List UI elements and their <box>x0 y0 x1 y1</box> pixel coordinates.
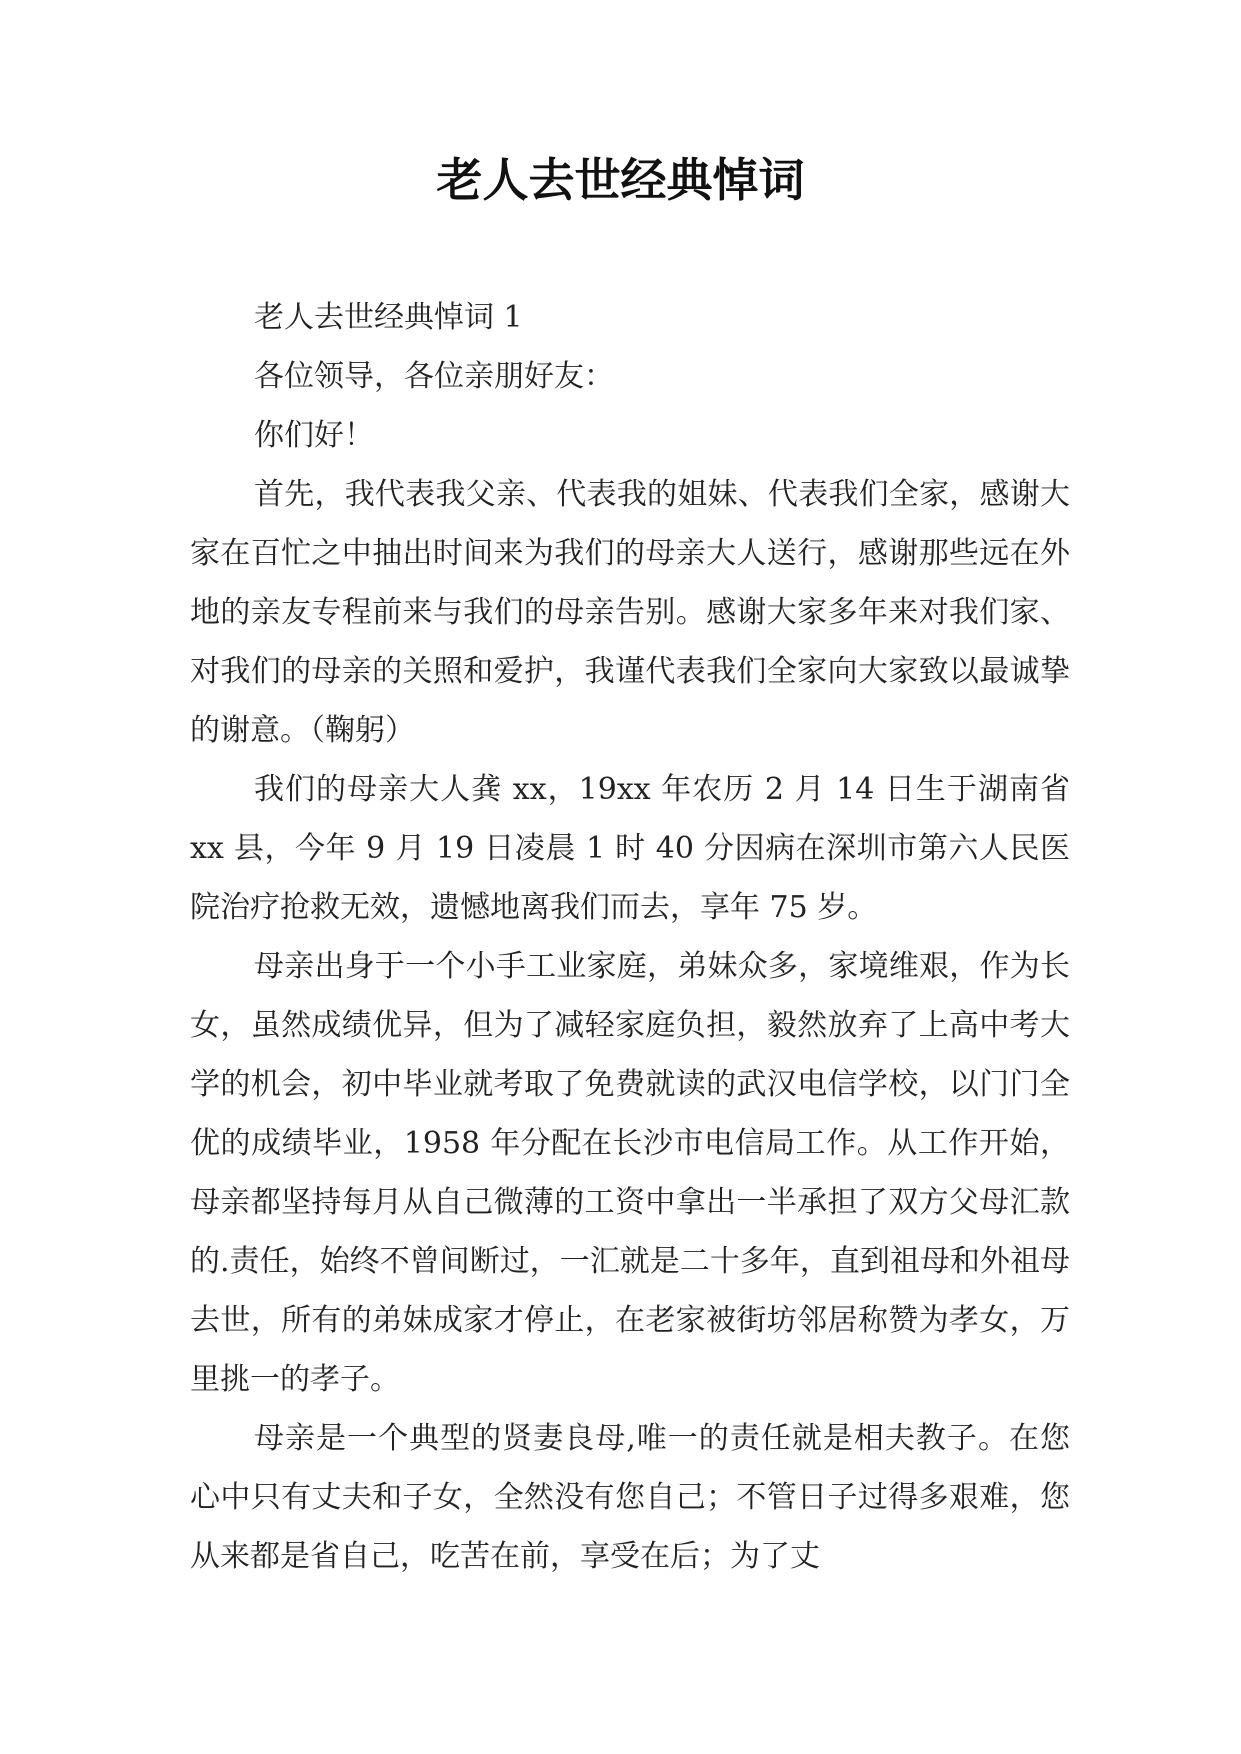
section-heading: 老人去世经典悼词 1 <box>254 300 523 335</box>
document-title: 老人去世经典悼词 <box>436 153 805 207</box>
character-paragraph: 母亲是一个典型的贤妻良母,唯一的责任就是相夫教子。在您心中只有丈夫和子女，全然没有您自己；不管日子过得多艰难，您从来都是省自己，吃苦在前，享受在后；为了丈 <box>190 1421 1070 1574</box>
biography-paragraph: 我们的母亲大人龚 xx，19xx 年农历 2 月 14 日生于湖南省 xx 县，今年 9 月 19 日凌晨 1 时 40 分因病在深圳市第六人民医院治疗抢救无效，遗憾地离我们而去，享年 75 岁。 <box>190 772 1070 925</box>
thanks-paragraph: 首先，我代表我父亲、代表我的姐妹、代表我们全家，感谢大家在百忙之中抽出时间来为我们的母亲大人送行，感谢那些远在外地的亲友专程前来与我们的母亲告别。感谢大家多年来对我们家、对我们的母亲的关照和爱护，我谨代表我们全家向大家致以最诚挚的谢意。（鞠躬） <box>190 477 1070 748</box>
document-body <box>190 288 1070 1586</box>
greeting-paragraph: 你们好！ <box>254 418 374 453</box>
life-story-paragraph: 母亲出身于一个小手工业家庭，弟妹众多，家境维艰，作为长女，虽然成绩优异，但为了减轻家庭负担，毅然放弃了上高中考大学的机会，初中毕业就考取了免费就读的武汉电信学校，以门门全优的成绩毕业，1958 年分配在长沙市电信局工作。从工作开始，母亲都坚持每月从自己微薄的工资中拿出一半承担了双方父母汇款的.责任，始终不曾间断过，一汇就是二十多年，直到祖母和外祖母去世，所有的弟妹成家才停止，在老家被街坊邻居称赞为孝女，万里挑一的孝子。 <box>190 949 1070 1397</box>
salutation-paragraph: 各位领导，各位亲朋好友： <box>254 359 614 394</box>
